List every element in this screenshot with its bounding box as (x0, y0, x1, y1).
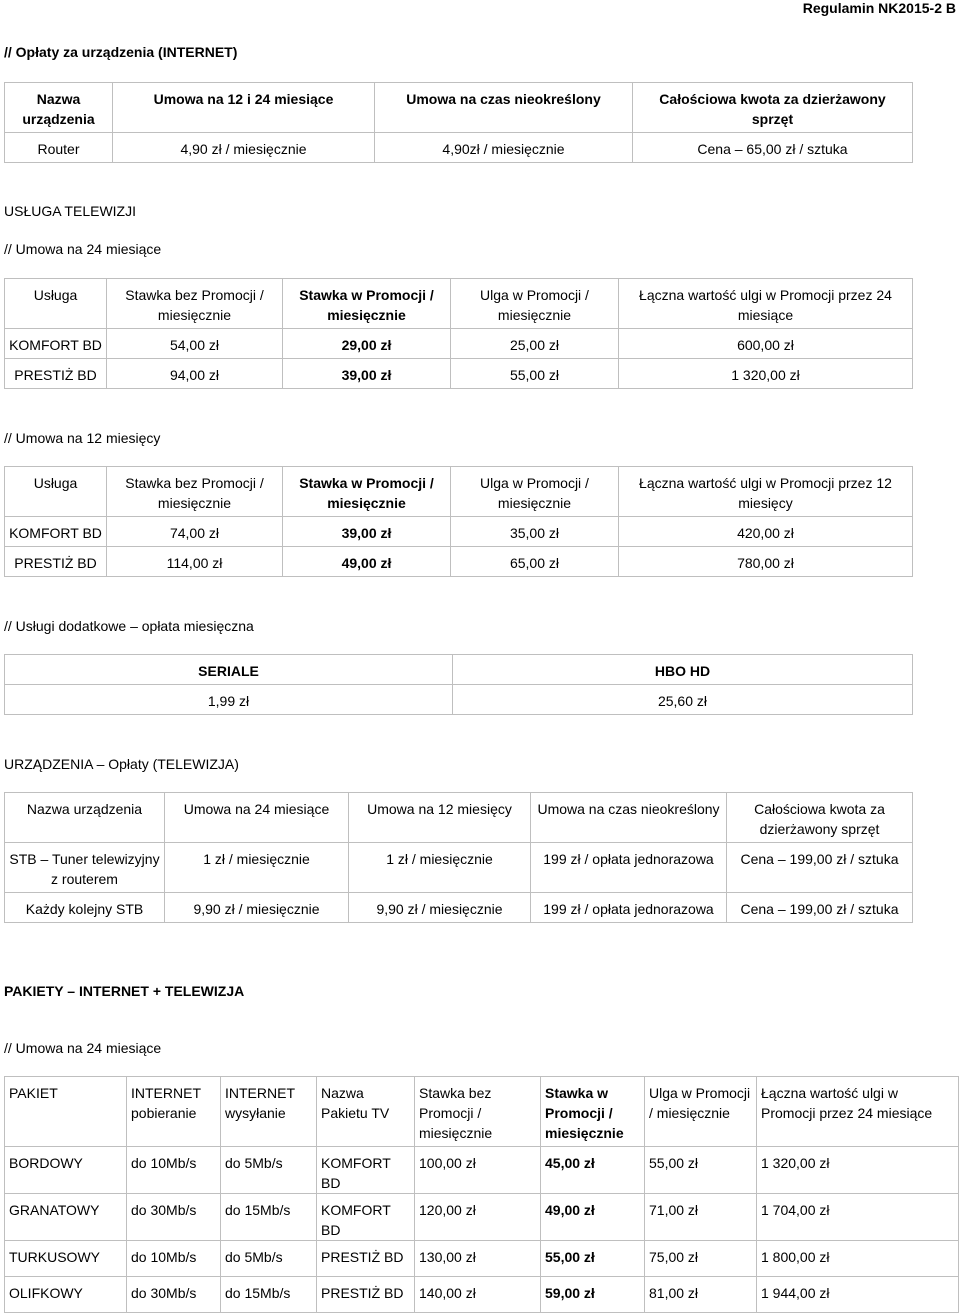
table-cell: 114,00 zł (107, 547, 283, 577)
header-cell: Umowa na czas nieokreślony (531, 793, 727, 843)
table-cell: 39,00 zł (283, 517, 451, 547)
header-cell: Stawka bez Promocji / miesięcznie (107, 279, 283, 329)
tv-contract12-table (4, 466, 913, 577)
table-row (5, 329, 913, 359)
table-cell: do 30Mb/s (127, 1277, 221, 1313)
table-header-row (5, 793, 913, 843)
table-cell: 29,00 zł (283, 329, 451, 359)
header-cell: Umowa na 24 miesiące (165, 793, 349, 843)
header-cell: INTERNET wysyłanie (221, 1077, 317, 1147)
table-row (5, 1277, 959, 1313)
table-cell: do 5Mb/s (221, 1241, 317, 1277)
tv-devices-heading: URZĄDZENIA – Opłaty (TELEWIZJA) (4, 756, 239, 772)
header-cell: Nazwa urządzenia (5, 793, 165, 843)
header-cell: Stawka w Promocji / miesięcznie (283, 467, 451, 517)
table-cell: KOMFORT BD (5, 329, 107, 359)
table-cell: 25,60 zł (453, 685, 913, 715)
table-cell: Cena – 65,00 zł / sztuka (633, 133, 913, 163)
table-header-row (5, 655, 913, 685)
header-cell: Całościowa kwota za dzierżawony sprzęt (727, 793, 913, 843)
packages-heading: PAKIETY – INTERNET + TELEWIZJA (4, 983, 245, 999)
table-cell: OLIFKOWY (5, 1277, 127, 1313)
table-cell: STB – Tuner telewizyjny z routerem (5, 843, 165, 893)
addons-heading: // Usługi dodatkowe – opłata miesięczna (4, 618, 254, 634)
addons-table (4, 654, 913, 715)
header-cell: Łączna wartość ulgi w Promocji przez 24 miesiące (619, 279, 913, 329)
table-row (5, 1194, 959, 1241)
table-cell: 71,00 zł (645, 1194, 757, 1241)
table-cell: 1 zł / miesięcznie (165, 843, 349, 893)
table-cell: PRESTIŻ BD (5, 547, 107, 577)
table-row (5, 517, 913, 547)
table-cell: KOMFORT BD (5, 517, 107, 547)
table-row (5, 1147, 959, 1194)
table-cell: BORDOWY (5, 1147, 127, 1194)
table-header-row (5, 1077, 959, 1147)
table-cell: 140,00 zł (415, 1277, 541, 1313)
table-cell: PRESTIŻ BD (5, 359, 107, 389)
table-cell: 55,00 zł (541, 1241, 645, 1277)
header-cell: Umowa na czas nieokreślony (375, 83, 633, 133)
table-header-row (5, 279, 913, 329)
table-row (5, 1241, 959, 1277)
table-cell: 100,00 zł (415, 1147, 541, 1194)
table-cell: 25,00 zł (451, 329, 619, 359)
table-cell: 55,00 zł (451, 359, 619, 389)
table-cell: PRESTIŻ BD (317, 1241, 415, 1277)
tv-contract24-heading: // Umowa na 24 miesiące (4, 241, 162, 257)
table-cell: Router (5, 133, 113, 163)
header-cell: SERIALE (5, 655, 453, 685)
table-cell: 74,00 zł (107, 517, 283, 547)
table-cell: 1 zł / miesięcznie (349, 843, 531, 893)
table-cell: 1 320,00 zł (619, 359, 913, 389)
table-cell: do 10Mb/s (127, 1241, 221, 1277)
header-cell: Łączna wartość ulgi w Promocji przez 12 miesięcy (619, 467, 913, 517)
table-cell: 1 704,00 zł (757, 1194, 959, 1241)
table-cell: 1 800,00 zł (757, 1241, 959, 1277)
header-cell: Stawka w Promocji / miesięcznie (283, 279, 451, 329)
header-cell: Nazwa urządzenia (5, 83, 113, 133)
header-cell: Ulga w Promocji / miesięcznie (645, 1077, 757, 1147)
header-cell: INTERNET pobieranie (127, 1077, 221, 1147)
table-cell: 9,90 zł / miesięcznie (349, 893, 531, 923)
table-cell: do 5Mb/s (221, 1147, 317, 1194)
table-cell: KOMFORT BD (317, 1194, 415, 1241)
table-row (5, 843, 913, 893)
table-cell: 4,90 zł / miesięcznie (113, 133, 375, 163)
table-cell: TURKUSOWY (5, 1241, 127, 1277)
table-header-row (5, 83, 913, 133)
table-cell: 120,00 zł (415, 1194, 541, 1241)
table-cell: 54,00 zł (107, 329, 283, 359)
table-cell: Każdy kolejny STB (5, 893, 165, 923)
table-cell: 94,00 zł (107, 359, 283, 389)
table-cell: Cena – 199,00 zł / sztuka (727, 893, 913, 923)
header-cell: Usługa (5, 467, 107, 517)
table-cell: 81,00 zł (645, 1277, 757, 1313)
table-cell: Cena – 199,00 zł / sztuka (727, 843, 913, 893)
table-cell: 1 320,00 zł (757, 1147, 959, 1194)
table-cell: 39,00 zł (283, 359, 451, 389)
table-cell: 199 zł / opłata jednorazowa (531, 843, 727, 893)
internet-fees-heading: // Opłaty za urządzenia (INTERNET) (4, 44, 238, 60)
header-cell: Stawka bez Promocji / miesięcznie (415, 1077, 541, 1147)
table-cell: 35,00 zł (451, 517, 619, 547)
header-cell: Umowa na 12 miesięcy (349, 793, 531, 843)
packages-contract-heading: // Umowa na 24 miesiące (4, 1040, 162, 1056)
header-cell: Stawka bez Promocji / miesięcznie (107, 467, 283, 517)
header-cell: HBO HD (453, 655, 913, 685)
table-cell: do 30Mb/s (127, 1194, 221, 1241)
header-cell: PAKIET (5, 1077, 127, 1147)
tv-contract12-heading: // Umowa na 12 miesięcy (4, 430, 161, 446)
packages-table (4, 1076, 959, 1313)
table-cell: 9,90 zł / miesięcznie (165, 893, 349, 923)
table-cell: PRESTIŻ BD (317, 1277, 415, 1313)
table-cell: do 10Mb/s (127, 1147, 221, 1194)
tv-service-heading: USŁUGA TELEWIZJI (4, 203, 136, 219)
table-cell: 600,00 zł (619, 329, 913, 359)
table-row (5, 685, 913, 715)
header-cell: Ulga w Promocji / miesięcznie (451, 467, 619, 517)
table-cell: 4,90zł / miesięcznie (375, 133, 633, 163)
header-cell: Stawka w Promocji / miesięcznie (541, 1077, 645, 1147)
tv-devices-table (4, 792, 913, 923)
table-cell: 199 zł / opłata jednorazowa (531, 893, 727, 923)
table-cell: 780,00 zł (619, 547, 913, 577)
table-cell: GRANATOWY (5, 1194, 127, 1241)
header-cell: Nazwa Pakietu TV (317, 1077, 415, 1147)
table-cell: 59,00 zł (541, 1277, 645, 1313)
table-cell: 65,00 zł (451, 547, 619, 577)
table-cell: do 15Mb/s (221, 1194, 317, 1241)
internet-devices-table (4, 82, 913, 163)
table-cell: 49,00 zł (283, 547, 451, 577)
table-cell: 130,00 zł (415, 1241, 541, 1277)
header-cell: Ulga w Promocji / miesięcznie (451, 279, 619, 329)
table-cell: 420,00 zł (619, 517, 913, 547)
table-cell: 55,00 zł (645, 1147, 757, 1194)
table-row (5, 359, 913, 389)
table-row (5, 547, 913, 577)
table-cell: 75,00 zł (645, 1241, 757, 1277)
header-cell: Łączna wartość ulgi w Promocji przez 24 miesiące (757, 1077, 959, 1147)
header-cell: Usługa (5, 279, 107, 329)
table-cell: do 15Mb/s (221, 1277, 317, 1313)
table-cell: 49,00 zł (541, 1194, 645, 1241)
table-cell: 1 944,00 zł (757, 1277, 959, 1313)
header-cell: Całościowa kwota za dzierżawony sprzęt (633, 83, 913, 133)
table-cell: 1,99 zł (5, 685, 453, 715)
tv-contract24-table (4, 278, 913, 389)
table-row (5, 133, 913, 163)
table-row (5, 893, 913, 923)
table-cell: KOMFORT BD (317, 1147, 415, 1194)
document-id: Regulamin NK2015-2 B (802, 0, 956, 16)
table-header-row (5, 467, 913, 517)
header-cell: Umowa na 12 i 24 miesiące (113, 83, 375, 133)
table-cell: 45,00 zł (541, 1147, 645, 1194)
